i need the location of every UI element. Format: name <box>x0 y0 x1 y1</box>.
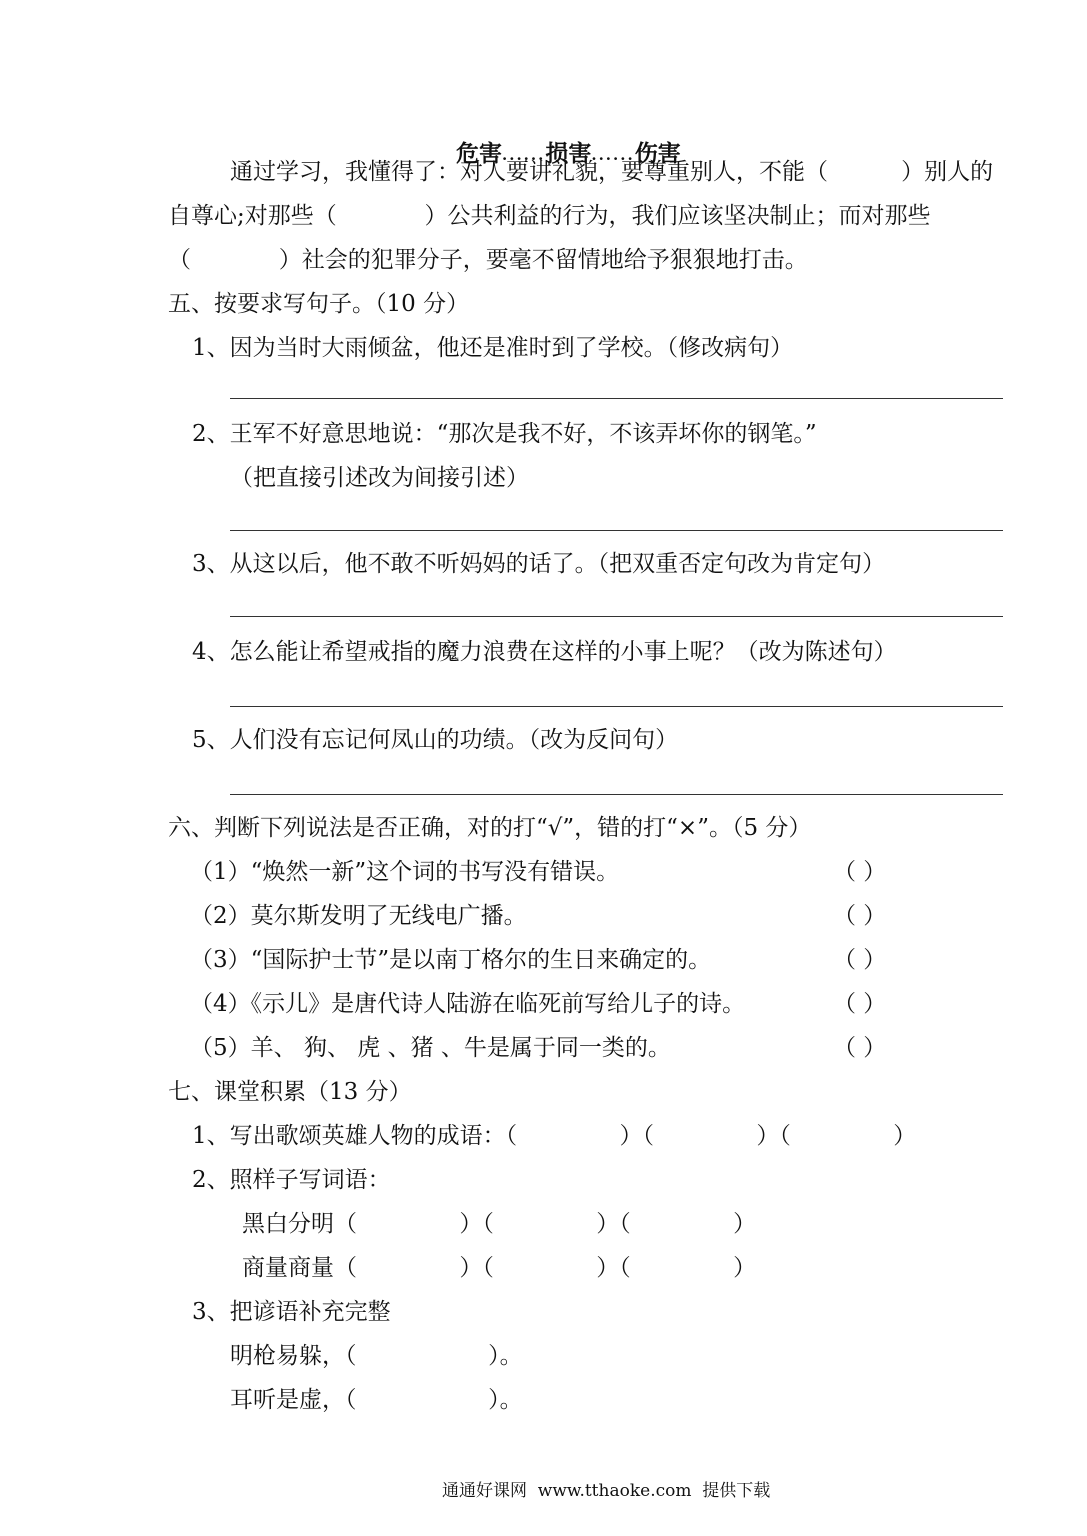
judge-answer-box[interactable]: （ ） <box>833 903 887 929</box>
header-word-1: 危害 <box>456 140 503 167</box>
fill-paragraph-line-1: 通过学习，我懂得了：对人要讲礼貌，要尊重别人，不能（ ）别人的 <box>230 159 994 185</box>
s7-proverb-2[interactable]: 耳听是虚，（ ）。 <box>230 1387 523 1413</box>
s7-question-1[interactable]: 1、写出歌颂英雄人物的成语：（ ）（ ）（ ） <box>192 1123 917 1149</box>
s5-question-1: 1、因为当时大雨倾盆，他还是准时到了学校。（修改病句） <box>192 335 794 361</box>
s7-question-3: 3、把谚语补充完整 <box>192 1299 391 1325</box>
judge-item: （1）“焕然一新”这个词的书写没有错误。 <box>190 859 620 885</box>
s5-question-2: 2、王军不好意思地说：“那次是我不好，不该弄坏你的钢笔。” <box>192 421 817 447</box>
judge-answer-box[interactable]: （ ） <box>833 991 887 1017</box>
dot-separator: ...... <box>502 146 546 164</box>
judge-item: （3）“国际护士节”是以南丁格尔的生日来确定的。 <box>190 947 712 973</box>
section-7-title: 七、课堂积累（13 分） <box>168 1079 412 1105</box>
answer-line[interactable] <box>230 530 1003 531</box>
s7-proverb-1[interactable]: 明枪易躲，（ ）。 <box>230 1343 523 1369</box>
answer-line[interactable] <box>230 398 1003 399</box>
footer-credit: 通通好课网 www.tthaoke.com 提供下载 <box>442 1481 771 1501</box>
s5-question-2-note: （把直接引述改为间接引述） <box>230 465 529 491</box>
section-5-title: 五、按要求写句子。（10 分） <box>168 291 470 317</box>
judge-answer-box[interactable]: （ ） <box>833 859 887 885</box>
fill-paragraph-line-2: 自尊心;对那些（ ）公共利益的行为，我们应该坚决制止；而对那些 <box>168 203 931 229</box>
judge-answer-box[interactable]: （ ） <box>833 1035 887 1061</box>
judge-item: （4）《示儿》是唐代诗人陆游在临死前写给儿子的诗。 <box>190 991 746 1017</box>
dot-separator: ...... <box>591 146 635 164</box>
answer-line[interactable] <box>230 794 1003 795</box>
judge-item: （2）莫尔斯发明了无线电广播。 <box>190 903 527 929</box>
header-word-3: 伤害 <box>634 140 681 167</box>
s7-pattern-row-1[interactable]: 黑白分明（ ）（ ）（ ） <box>242 1211 757 1237</box>
s7-question-2: 2、照样子写词语： <box>192 1167 391 1193</box>
s7-pattern-row-2[interactable]: 商量商量（ ）（ ）（ ） <box>242 1255 757 1281</box>
s5-question-4: 4、怎么能让希望戒指的魔力浪费在这样的小事上呢？（改为陈述句） <box>192 639 897 665</box>
answer-line[interactable] <box>230 616 1003 617</box>
section-6-title: 六、判断下列说法是否正确，对的打“√”，错的打“×”。（5 分） <box>168 815 812 841</box>
answer-line[interactable] <box>230 706 1003 707</box>
fill-paragraph-line-3: （ ）社会的犯罪分子，要毫不留情地给予狠狠地打击。 <box>168 247 808 273</box>
s5-question-3: 3、从这以后，他不敢不听妈妈的话了。（把双重否定句改为肯定句） <box>192 551 886 577</box>
judge-answer-box[interactable]: （ ） <box>833 947 887 973</box>
header-word-2: 损害 <box>545 140 592 167</box>
s5-question-5: 5、人们没有忘记何凤山的功绩。（改为反问句） <box>192 727 679 753</box>
judge-item: （5）羊、 狗、 虎 、猪 、牛是属于同一类的。 <box>190 1035 671 1061</box>
